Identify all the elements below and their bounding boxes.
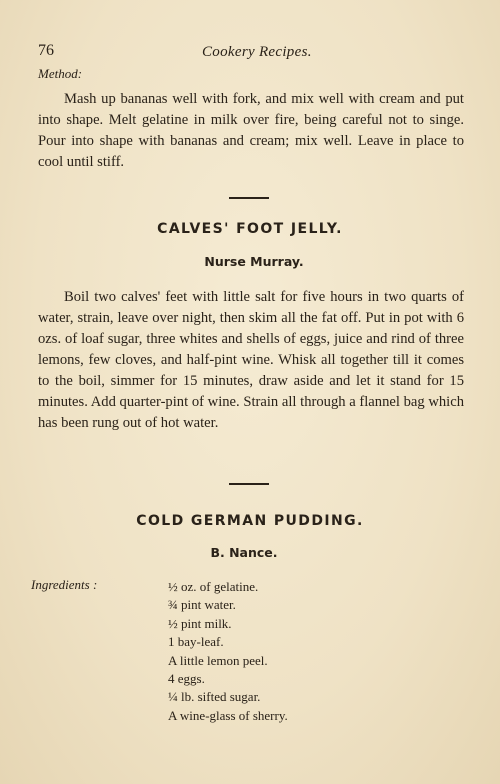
ingredient-item: ½ pint milk. xyxy=(168,615,232,631)
recipe-title: COLD GERMAN PUDDING. xyxy=(136,513,364,529)
ingredient-item: A little lemon peel. xyxy=(168,652,268,668)
recipe-title: CALVES' FOOT JELLY. xyxy=(157,221,343,237)
page-number: 76 xyxy=(38,42,54,59)
recipe-author: Nurse Murray. xyxy=(204,254,304,269)
ingredient-item: 1 bay-leaf. xyxy=(168,634,224,650)
ingredient-item: ¼ lb. sifted sugar. xyxy=(168,689,261,705)
ingredient-item: 4 eggs. xyxy=(168,670,205,686)
ingredients-list xyxy=(168,578,288,725)
ingredient-item: A wine-glass of sherry. xyxy=(168,707,288,723)
recipe-author: B. Nance. xyxy=(210,545,278,560)
running-title: Cookery Recipes. xyxy=(202,44,312,60)
ingredient-item: ½ oz. of gelatine. xyxy=(168,579,259,594)
ingredients-label: Ingredients : xyxy=(31,577,98,592)
recipe-instructions: Boil two calves' feet with little salt for five hours in two quarts of water, strain, leave over night, then skim all the fat off. Put in pot with 6 ozs. of loaf sugar, three whites and shells of eggs, juice and rind of three lemons, few cloves, and half-pint wine. Whisk all together till it comes to the boil, simmer for 15 minutes, draw aside and let it stand for 15 minutes. Add quarter-pint of wine. Strain all through a flannel bag which has been rung out of hot water. xyxy=(38,289,464,431)
ingredient-item: ¾ pint water. xyxy=(168,597,236,613)
method-label: Method: xyxy=(38,66,83,81)
method-paragraph: Mash up bananas well with fork, and mix well with cream and put into shape. Melt gelatine in milk over fire, being careful not to singe. Pour into shape with bananas and cream; mix well. Leave in place to cool until stiff. xyxy=(38,91,464,170)
section-divider xyxy=(229,483,269,485)
section-divider xyxy=(229,197,269,199)
